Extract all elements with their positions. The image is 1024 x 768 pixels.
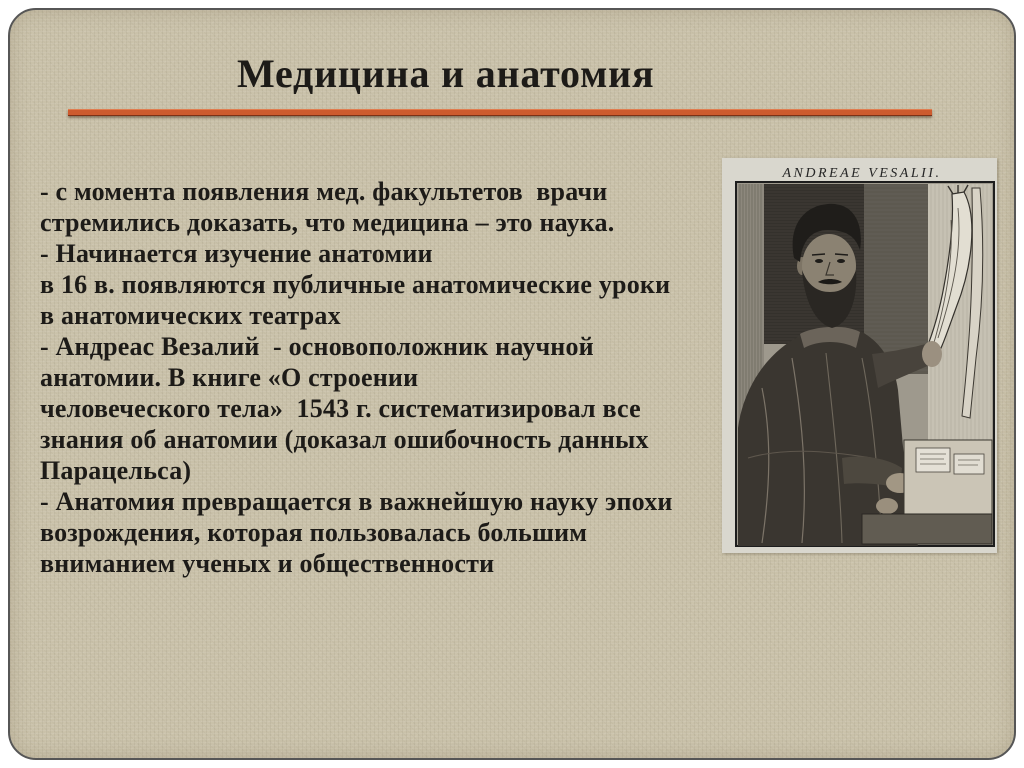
text-line: анатомии. В книге «О строении xyxy=(40,363,419,392)
stone-ledge xyxy=(862,514,992,544)
portrait-engraving xyxy=(722,158,997,553)
text-line: - Начинается изучение анатомии xyxy=(40,239,433,268)
text-line: - Андреас Везалий - основоположник научной xyxy=(40,332,594,361)
paper-sheet xyxy=(954,454,984,474)
text-line: в 16 в. появляются публичные анатомические уроки xyxy=(40,270,671,299)
title-underline-rule xyxy=(68,109,932,116)
vesalius-portrait xyxy=(722,158,997,553)
text-line: Парацельса) xyxy=(40,456,192,485)
text-line: человеческого тела» 1543 г. систематизировал все xyxy=(40,394,641,423)
text-line: вниманием ученых и общественности xyxy=(40,549,495,578)
gripping-hand xyxy=(922,341,942,367)
text-line: возрождения, которая пользовалась большим xyxy=(40,518,588,547)
slide-title: Медицина и анатомия xyxy=(237,51,655,96)
right-eye xyxy=(837,259,845,263)
text-line: знания об анатомии (доказал ошибочность данных xyxy=(40,425,649,454)
text-line: - с момента появления мед. факультетов врачи xyxy=(40,177,608,206)
slide-body-text xyxy=(40,176,715,579)
lower-hand xyxy=(876,498,898,514)
left-eye xyxy=(815,259,823,263)
portrait-caption: ANDREAE VESALII. xyxy=(782,166,942,181)
text-line: в анатомических театрах xyxy=(40,301,341,330)
text-line: стремились доказать, что медицина – это наука. xyxy=(40,208,615,237)
paper-sheet xyxy=(916,448,950,472)
text-line: - Анатомия превращается в важнейшую науку эпохи xyxy=(40,487,673,516)
